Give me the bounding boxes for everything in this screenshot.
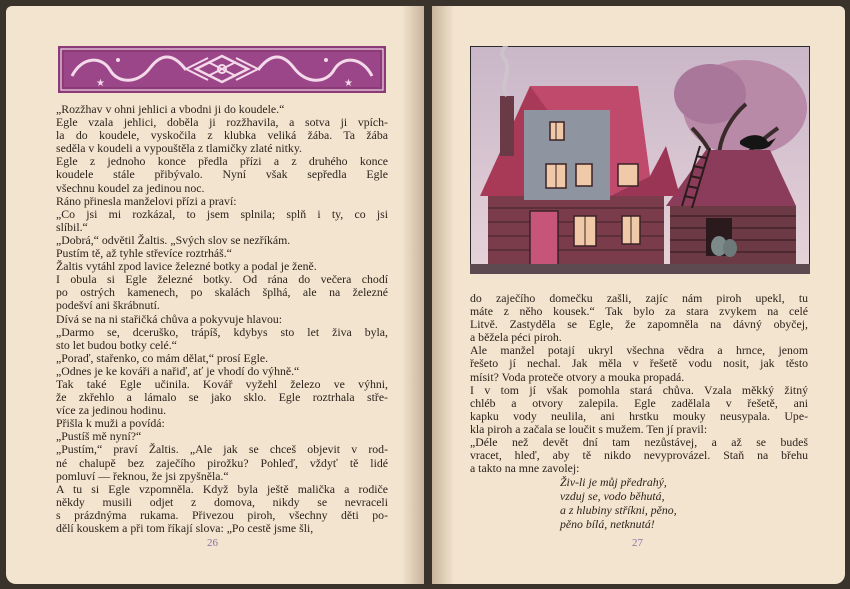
text-line: pěno bílá, netknutá! xyxy=(560,517,655,531)
text-line: vracet, hleď, aby tě nikdo nevyprovázel. Staň na břehu xyxy=(470,448,808,463)
text-line: všechnu koudel za jedinou noc. xyxy=(56,180,205,195)
text-line: Dívá se na ni stařičká chůva a pokyvuje hlavou: xyxy=(56,311,283,326)
text-line: Ráno přinesla manželovi přízi a praví: xyxy=(56,193,237,208)
text-line: pomluví — řeknou, že jsi zpyšněla.“ xyxy=(56,468,229,483)
text-line: „Déle než devět dní tam nezůstávej, a až se budeš xyxy=(470,435,808,450)
text-line: Přišla k muži a povídá: xyxy=(56,416,165,431)
left-page-text xyxy=(56,103,388,535)
text-line: Litvě. Zastyděla se Egle, že zapomněla na dávný obyčej, xyxy=(470,317,808,332)
gutter-shadow xyxy=(432,6,454,584)
svg-text:★: ★ xyxy=(96,78,105,89)
text-line: Egle vzala jehlici, doběla ji rozžhavila, a sotva ji vpích- xyxy=(56,115,388,130)
page-number-left: 26 xyxy=(207,537,218,549)
text-line: Tak také Egle učinila. Kovář vyžehl železo ve výhni, xyxy=(56,376,388,391)
gutter-shadow xyxy=(402,6,424,584)
svg-text:★: ★ xyxy=(344,78,353,89)
text-line: a takto na mne zavolej: xyxy=(470,461,580,476)
text-line: Žaltis vytáhl zpod lavice železné botky a podal je ženě. xyxy=(56,259,317,274)
text-line: „Pustíš mě nyní?“ xyxy=(56,429,142,444)
ornamental-header-band xyxy=(58,46,386,93)
text-line: A tu si Egle vzpomněla. Když byla ještě malička a rodiče xyxy=(56,481,388,496)
page-number-right: 27 xyxy=(632,537,643,549)
text-line: chléb a otvory zalepila. Egle zadělala v řešetě, ani xyxy=(470,395,808,410)
text-line: Ale manžel potají ukryl všechna vědra a hrnce, jenom xyxy=(470,343,808,358)
text-line: slíbil.“ xyxy=(56,219,88,234)
text-line: a běžela péci piroh. xyxy=(470,330,562,345)
text-line: „Poraď, stařenko, co mám dělat,“ prosí Egle. xyxy=(56,350,269,365)
text-line: podešví ani škrábnutí. xyxy=(56,298,160,313)
text-line: Živ-li je můj předrahý, xyxy=(560,475,667,489)
text-line: máte z něho kousek.“ Tak bylo za stara zvykem na celé xyxy=(470,304,808,319)
text-line: někdy musili odjet z domova, nikdy se nevraceli xyxy=(56,494,388,509)
text-line: kla piroh a začala se loučit s mužem. Ten jí pravil: xyxy=(470,421,708,436)
text-line: s prázdnýma rukama. Přivezou piroh, všechny děti po- xyxy=(56,507,388,522)
text-line: více za jedinou hodinu. xyxy=(56,403,167,418)
text-line: „Rozžhav v ohni jehlici a vbodni ji do koudele.“ xyxy=(56,102,285,116)
text-line: I obula si Egle železné botky. Od rána do večera chodí xyxy=(56,272,388,287)
text-line: mísit? Voda proteče otvory a mouka propadá. xyxy=(470,369,685,384)
text-line: řešeto jí nechal. Jak měla v řešetě vodu nosit, jak těsto xyxy=(470,356,808,371)
right-page xyxy=(432,6,845,584)
text-line: kapku vody neulila, ani hrstku mouky neusypala. Upe- xyxy=(470,408,808,423)
left-page xyxy=(6,6,424,584)
text-line: „Co jsi mi rozkázal, to jsem splnila; splň i ty, co jsi xyxy=(56,206,388,221)
text-line: „Dobrá,“ odvětil Žaltis. „Svých slov se nezříkám. xyxy=(56,232,291,247)
text-line: že zkřehlo a lámalo se jako sklo. Egle roztrhala stře- xyxy=(56,390,388,405)
text-line: I v tom jí však pomohla stará chůva. Vzala měkký žitný xyxy=(470,382,808,397)
text-line: do zaječího domečku zašli, zajíc nám piroh upekl, tu xyxy=(470,291,808,305)
text-line: sto let budou botky celé.“ xyxy=(56,337,177,352)
text-line: vzduj se, vodo běhutá, xyxy=(560,489,665,503)
text-line: „Pustím,“ praví Žaltis. „Ale jak se chceš objevit v rod- xyxy=(56,442,388,457)
text-line: Pustím tě, až tyhle střevíce roztrháš.“ xyxy=(56,246,232,261)
text-line: koudele stále přibývalo. Nyní však sepředla Egle xyxy=(56,167,388,182)
text-line: „Darmo se, dceruško, trápíš, kdybys sto let živa byla, xyxy=(56,324,388,339)
poem-verse xyxy=(560,475,677,531)
text-line: Egle z jednoho konce předla přízi a z druhého konce xyxy=(56,154,388,169)
text-line: a z hlubiny stříkni, pěno, xyxy=(560,503,677,517)
text-line: né chalupě bez zaječího pirožku? Pohleď, vždyť tě lidé xyxy=(56,455,388,470)
illustration-log-house-with-crow xyxy=(470,46,810,274)
text-line: la do koudele, vyskočila z klubka veliká žába. Ta žába xyxy=(56,128,388,143)
text-line: dělí kouskem a při tom říkají slova: „Po cestě jsme šli, xyxy=(56,521,314,535)
text-line: seděla v koudeli a vypouštěla z tlamičky zlaté nitky. xyxy=(56,141,302,156)
text-line: po ostrých kamenech, po skalách šplhá, ale na železné xyxy=(56,285,388,300)
right-page-text xyxy=(470,292,808,475)
text-line: „Odnes je ke kováři a nařiď, ať je vhodí do výhně.“ xyxy=(56,363,300,378)
